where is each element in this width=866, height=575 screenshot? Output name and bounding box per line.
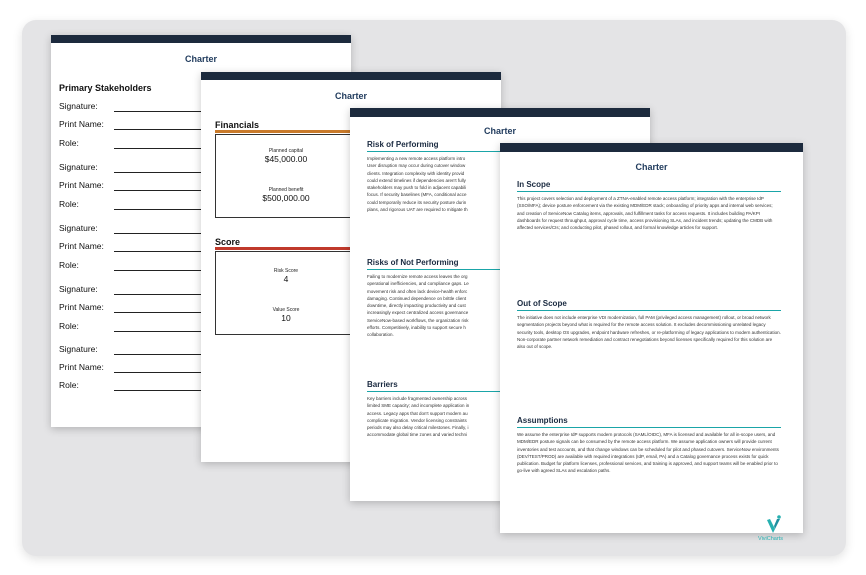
vivicharts-logo-icon bbox=[766, 515, 782, 535]
financials-heading: Financials bbox=[215, 120, 260, 130]
section-body: This project covers selection and deployment of a ZTNA-enabled remote access platform; integration with the enterprise IdP (SSO/MFA); device posture enforcement via the existing MDM/EDR stack; onboarding of priority apps and internal web services; and creation of ServiceNow Catalog items, approvals, and fulfillment tasks for access requests. It includes building PA/KPI dashboards for request throughput, approval cycle time, access provisioning SLAs, and incident trends; updating the CMDB with affected services/CIs; and conducting pilot, phased rollout, and formal knowledge articles for support. bbox=[517, 196, 773, 231]
signature-label: Signature: bbox=[59, 162, 98, 172]
role-label: Role: bbox=[59, 260, 79, 270]
section-rule bbox=[517, 427, 781, 428]
section-heading: Barriers bbox=[367, 380, 398, 389]
page-title: Charter bbox=[184, 54, 217, 64]
section-heading: Risk of Performing bbox=[367, 140, 439, 149]
vivicharts-logo bbox=[758, 515, 794, 542]
section-heading: Risks of Not Performing bbox=[367, 258, 459, 267]
in-scope-section bbox=[517, 180, 781, 231]
value-score-metric bbox=[216, 307, 356, 323]
section-rule bbox=[517, 191, 781, 192]
document-preview-frame bbox=[22, 20, 846, 556]
signature-label: Signature: bbox=[59, 344, 98, 354]
signature-label: Signature: bbox=[59, 101, 98, 111]
risk-score-label: Risk Score bbox=[273, 268, 299, 274]
print-name-label: Print Name: bbox=[59, 362, 104, 372]
assumptions-section bbox=[517, 416, 781, 475]
page-title: Charter bbox=[334, 91, 367, 101]
role-label: Role: bbox=[59, 199, 79, 209]
planned-benefit-label: Planned benefit bbox=[268, 187, 304, 193]
section-body: Failing to modernize remote access leaves the org operational inefficiencies, and compliance gaps. Le movement risk and often lack device-health enforc damaging. Continued dependence on brittle client downtime, directly impacting productivity and cust increasingly expect centralized access governance ServiceNow-based workflows, the organization risk efforts. Competitively, inability to support secure h collaboration. bbox=[367, 274, 469, 338]
section-body: Implementing a new remote access platform intro User disruption may occur during cutover window clients. Integration complexity with identity provid could extend timelines if dependencies aren't fully stakeholders may push to fold in adjacent capabili focus. If security baselines (MFA, conditional acce could temporarily reduce its security posture durin plans, and rigorous UAT are required to mitigate th bbox=[367, 156, 468, 213]
print-name-label: Print Name: bbox=[59, 119, 104, 129]
planned-capital-label: Planned capital bbox=[268, 148, 304, 154]
page-title: Charter bbox=[635, 162, 668, 172]
section-body: Key barriers include fragmented ownership across limited SME capacity; and incomplete application in access. Legacy apps that don't support modern au complicate migration. Vendor licensing constraints periods may also delay critical milestones. Finally, i accommodate global time zones and varied techni bbox=[367, 396, 470, 438]
value-score-label: Value Score bbox=[272, 307, 300, 313]
print-name-label: Print Name: bbox=[59, 180, 104, 190]
out-of-scope-section bbox=[517, 299, 781, 350]
signature-label: Signature: bbox=[59, 284, 98, 294]
role-label: Role: bbox=[59, 380, 79, 390]
role-label: Role: bbox=[59, 321, 79, 331]
page-header-bar bbox=[201, 72, 501, 80]
planned-capital-value: $45,000.00 bbox=[264, 154, 308, 164]
section-heading: Assumptions bbox=[517, 416, 568, 425]
section-heading: In Scope bbox=[517, 180, 551, 189]
value-score-value: 10 bbox=[281, 313, 291, 323]
risk-score-value: 4 bbox=[283, 274, 289, 284]
section-body: The initiative does not include enterprise VDI modernization, full PAM (privileged access management) rollout, or broad network segmentation projects beyond what is required for the remote access solution. It excludes decommissioning unrelated legacy security tools, desktop OS upgrades, endpoint hardware refreshes, or re-platforming of legacy applications to modern authentication. Non-corporate partner network remediation and contract renegotiations beyond licenses specifically required for this solution are also out of scope. bbox=[517, 315, 781, 350]
page-title: Charter bbox=[483, 126, 516, 136]
section-heading: Out of Scope bbox=[517, 299, 567, 308]
section-body: We assume the enterprise IdP supports modern protocols (SAML/OIDC), MFA is licensed and available for all in-scope users, and MDM/EDR posture signals can be consumed by the remote access platform. We assume application owners will provide current inventories and test accounts, and that change windows can be scheduled for pilot and phased cutovers. ServiceNow environments (DEV/TEST/PROD) are available with required integrations (IdP, email, PA) and a Catalog governance process exists for quick publication. Budget for platform licenses, professional services, and training is approved, and support teams will be enabled prior to go-live with agreed SLAs and escalation paths. bbox=[517, 432, 779, 474]
scope-page bbox=[500, 143, 803, 542]
page-header-bar bbox=[500, 143, 803, 152]
page-header-bar bbox=[350, 108, 650, 117]
print-name-label: Print Name: bbox=[59, 302, 104, 312]
planned-benefit-metric bbox=[216, 187, 356, 203]
print-name-label: Print Name: bbox=[59, 241, 104, 251]
signature-label: Signature: bbox=[59, 223, 98, 233]
score-heading: Score bbox=[215, 237, 241, 247]
risk-score-metric bbox=[216, 268, 356, 284]
vivicharts-logo-text: ViviCharts bbox=[758, 536, 783, 542]
primary-stakeholders-heading: Primary Stakeholders bbox=[59, 83, 152, 93]
planned-benefit-value: $500,000.00 bbox=[262, 193, 310, 203]
page-header-bar bbox=[51, 35, 351, 43]
role-label: Role: bbox=[59, 138, 79, 148]
section-rule bbox=[517, 310, 781, 311]
planned-capital-metric bbox=[216, 148, 356, 164]
